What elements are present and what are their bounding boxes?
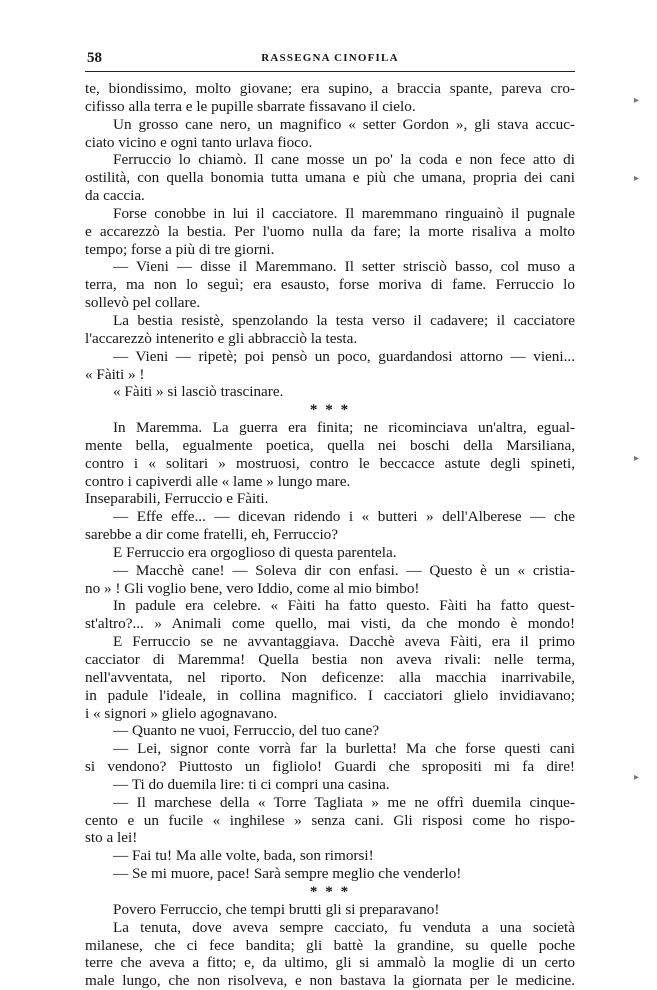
text-line: « Fàiti » ! xyxy=(85,365,145,383)
text-line: — Quanto ne vuoi, Ferruccio, del tuo cane? xyxy=(113,722,380,740)
page-number: 58 xyxy=(87,50,102,66)
text-line: in padule l'ideale, in collina magnifico. I cacciatori glielo invidiavano; xyxy=(85,686,575,704)
text-line: milanese, che ci fece bandita; gli battè la grandine, su quelle poche xyxy=(85,936,575,954)
text-line: — Ti do duemila lire: ti ci compri una casina. xyxy=(113,775,390,793)
text-line: — Il marchese della « Torre Tagliata » me ne offrì duemila cinque- xyxy=(113,793,575,811)
text-line: si vendono? Piuttosto un figliolo! Guardi che spropositi mi fa dire! xyxy=(85,758,575,776)
text-line: Un grosso cane nero, un magnifico « setter Gordon », gli stava accuc- xyxy=(113,115,575,133)
text-line: In padule era celebre. « Fàiti ha fatto questo. Fàiti ha fatto quest- xyxy=(113,597,575,615)
text-line: male lungo, che non risolveva, e non bastava la giornata per le medicine. xyxy=(85,972,575,990)
text-line: La bestia resistè, spenzolando la testa verso il cadavere; il cacciatore xyxy=(113,311,575,329)
text-line: sarebbe a dir come fratelli, eh, Ferruccio? xyxy=(85,526,338,544)
text-line: cacciator di Maremma! Quella bestia non aveva rivali: nelle terma, xyxy=(85,651,575,668)
text-line: Ferruccio lo chiamò. Il cane mosse un po' la coda e non fece atto di xyxy=(113,151,575,169)
text-line: Povero Ferruccio, che tempi brutti gli si preparavano! xyxy=(113,900,440,918)
text-line: da caccia. xyxy=(85,187,145,205)
text-line: « Fàiti » si lasciò trascinare. xyxy=(113,383,284,401)
text-line: sollevò pel collare. xyxy=(85,294,201,312)
text-line: — Macchè cane! — Soleva dir con enfasi. — Questo è un « cristia- xyxy=(113,561,575,579)
text-line: ciato vicino e ogni tanto urlava fioco. xyxy=(85,133,313,151)
text-line: Inseparabili, Ferruccio e Fàiti. xyxy=(85,490,269,508)
text-line: sto a lei! xyxy=(85,829,138,847)
text-line: — Fai tu! Ma alle volte, bada, son rimorsi! xyxy=(113,847,374,865)
text-line: st'altro?... » Animali come quello, mai visti, da che mondo è mondo! xyxy=(85,615,575,633)
text-line: cifisso alla terra e le pupille sbarrate fissavano il cielo. xyxy=(85,97,416,115)
running-title: RASSEGNA CINOFILA xyxy=(261,52,399,64)
text-line: te, biondissimo, molto giovane; era supino, a braccia spante, pareva cro- xyxy=(85,80,575,97)
margin-mark: ▸ xyxy=(634,772,640,783)
text-line: terra, ma non lo seguì; era esausto, forse moriva di fame. Ferruccio lo xyxy=(85,276,575,294)
text-line: E Ferruccio era orgoglioso di questa parentela. xyxy=(113,543,397,561)
text-line: cento e un fucile « inghilese » senza cani. Gli risposi come ho rispo- xyxy=(85,811,575,829)
text-line: e accarezzò la bestia. Per l'uomo nulla da fare; la morte risaliva a molto xyxy=(85,222,575,240)
text-line: E Ferruccio se ne avvantaggiava. Dacchè aveva Fàiti, era il primo xyxy=(113,633,575,651)
header-rule xyxy=(85,71,575,72)
text-line: — Se mi muore, pace! Sarà sempre meglio che venderlo! xyxy=(113,865,462,883)
text-line: no » ! Gli voglio bene, vero Iddio, come al mio bimbo! xyxy=(85,579,420,597)
text-line: — Lei, signor conte vorrà far la burletta! Ma che forse questi cani xyxy=(113,740,575,758)
text-line: mente bella, egualmente poetica, quella nei boschi della Marsiliana, xyxy=(85,436,575,454)
text-line: i « signori » glielo agognavano. xyxy=(85,704,278,722)
text-line: Forse conobbe in lui il cacciatore. Il maremmano ringuainò il pugnale xyxy=(113,204,575,222)
text-line: — Effe effe... — dicevan ridendo i « butteri » dell'Alberese — che xyxy=(113,508,575,526)
text-line: In Maremma. La guerra era finita; ne ricominciava un'altra, egual- xyxy=(113,419,575,437)
text-line: contro i capiverdi alle « lame » lungo mare. xyxy=(85,472,351,490)
text-line: La tenuta, dove aveva sempre cacciato, fu venduta a una società xyxy=(113,918,575,936)
text-line: tempo; forse a più di tre giorni. xyxy=(85,240,275,258)
text-line: terre che aveva a fitto; e, da ultimo, gli si ammalò la moglie di un certo xyxy=(85,954,575,972)
text-line: — Vieni — disse il Maremmano. Il setter strisciò basso, col muso a xyxy=(113,258,575,276)
text-line: — Vieni — ripetè; poi pensò un poco, guardandosi attorno — vieni... xyxy=(113,347,575,365)
margin-mark: ▸ xyxy=(634,95,640,106)
body-text xyxy=(85,80,575,990)
margin-mark: ▸ xyxy=(634,173,640,184)
section-divider: * * * xyxy=(309,882,351,900)
text-line: l'accarezzò intenerito e gli abbracciò la testa. xyxy=(85,329,358,347)
text-line: contro i « solitari » mostruosi, contro le beccacce astute degli spineti, xyxy=(85,454,575,472)
text-line: ostilità, con quella bonomia tutta umana e più che umana, propria dei cani xyxy=(85,169,575,187)
text-line: nell'avventata, nel riporto. Non deficenze: alla macchia inarrivabile, xyxy=(85,668,575,686)
margin-mark: ▸ xyxy=(634,453,640,464)
section-divider: * * * xyxy=(309,401,351,419)
